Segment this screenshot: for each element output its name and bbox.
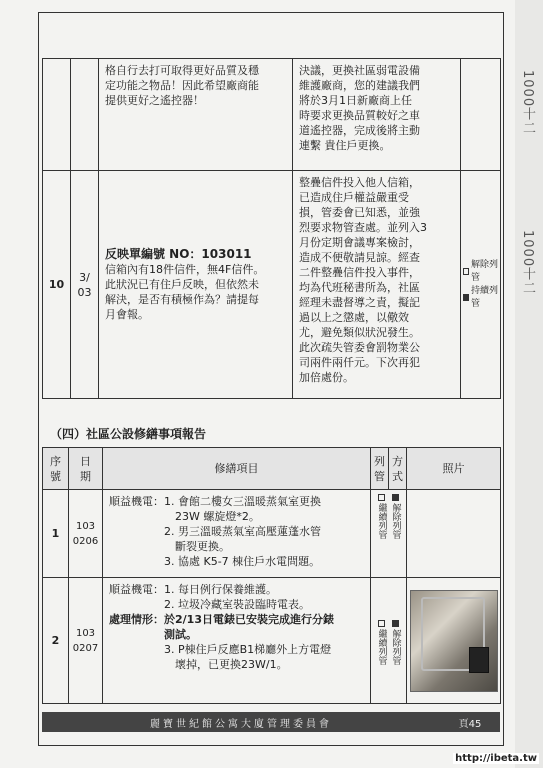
complaint-text: 信箱內有18件信件，無4F信件。 此狀況已有住戶反映，但依然未 解決，是否有積極作為？請提每 月會報。 — [105, 263, 265, 321]
complaint-row-10 — [43, 171, 501, 399]
status-options — [461, 171, 501, 399]
header-method: 方 式 — [389, 448, 407, 490]
complaint-content: 格自行去打可取得更好品質及穩 定功能之物品！因此希望廠商能 提供更好之遙控器！ — [99, 59, 293, 171]
complaint-table — [42, 58, 501, 399]
checkbox-filled-icon — [392, 620, 399, 627]
repair-content-top: 順益機電：1. 每日例行保養維護。 2. 垃圾冷藏室裝設臨時電表。 — [109, 583, 310, 611]
ticket-number: 反映單編號 NO：103011 — [105, 247, 252, 261]
repair-content — [103, 578, 371, 704]
status-options — [371, 578, 407, 704]
header-tracked: 列 管 — [371, 448, 389, 490]
date-day: 03 — [77, 285, 92, 299]
checkbox-empty-icon — [378, 494, 385, 501]
repair-row-2 — [43, 578, 501, 704]
row-seq: 1 — [43, 490, 69, 578]
page-footer — [42, 712, 500, 732]
section-title: （四）社區公設修繕事項報告 — [50, 427, 207, 441]
checkbox-filled-icon — [392, 494, 399, 501]
repair-content-bottom: 3. P棟住戶反應B1梯廳外上方電燈 壞掉，已更換23W/1。 — [163, 643, 332, 671]
option-continue[interactable]: 持續列管 — [463, 285, 500, 311]
row-date: 103 0206 — [69, 490, 103, 578]
watermark-link[interactable]: http://ibeta.tw — [455, 753, 537, 764]
row-seq: 2 — [43, 578, 69, 704]
row-date — [71, 171, 99, 399]
checkbox-empty-icon — [463, 268, 469, 275]
complaint-row-continued — [43, 59, 501, 171]
option-continue[interactable]: 繼續列管 — [377, 494, 387, 539]
complaint-response: 整疊信件投入他人信箱， 已造成住戶權益嚴重受 損，管委會已知悉，並強 烈要求物管查處。並列入3 月份定期會議專案檢討， 造成不便敬請見諒。經查 二件整疊信件投入事件， 均為代班秘書所為，社區 經理未盡督導之責，擬記 過以上之懲處，以儆效 尤，避免類似狀況發生。 此次疏失管委會罰物業公 司兩件兩仟元。下次再犯 加倍處份。 — [293, 171, 461, 399]
footer-organization: 麗寶世紀館公寓大廈管理委員會 — [150, 718, 332, 730]
header-seq: 序 號 — [43, 448, 69, 490]
repair-table — [42, 447, 501, 704]
status-options — [371, 490, 407, 578]
checkbox-empty-icon — [378, 620, 385, 627]
side-mark-bottom: 1000十二 — [520, 230, 535, 296]
binding-edge — [515, 0, 543, 768]
option-release[interactable]: 解除列管 — [463, 259, 500, 285]
header-photo: 照片 — [407, 448, 501, 490]
option-continue[interactable]: 繼續列管 — [377, 620, 387, 665]
page-number: 頁45 — [458, 718, 482, 730]
electric-meter-photo — [410, 590, 498, 692]
option-release[interactable]: 解除列管 — [391, 494, 401, 539]
complaint-response: 決議，更換社區弱電設備 維護廠商，您的建議我們 將於3月1日新廠商上任 時要求更換品質較好之車 道遙控器，完成後將主動 連繫 貴住戶更換。 — [293, 59, 461, 171]
meter-icon — [469, 647, 489, 673]
header-item: 修繕項目 — [103, 448, 371, 490]
header-date: 日 期 — [69, 448, 103, 490]
repair-content: 順益機電：1. 會館二樓女三溫暖蒸氣室更換 23W 螺旋燈*2。 2. 男三溫暖蒸氣室高壓蓮蓬水管 斷裂更換。 3. 協處 K5-7 棟住戶水電問題。 — [103, 490, 371, 578]
photo-cell — [407, 490, 501, 578]
side-mark-top: 1000十二 — [520, 70, 535, 136]
complaint-content — [99, 171, 293, 399]
checkbox-filled-icon — [463, 294, 469, 301]
date-month: 3/ — [79, 270, 90, 284]
row-date: 103 0207 — [69, 578, 103, 704]
repair-status-note: 處理情形：於2/13日電錶已安裝完成進行分錶 測試。 — [109, 613, 334, 641]
photo-cell — [407, 578, 501, 704]
repair-header — [43, 448, 501, 490]
repair-row-1 — [43, 490, 501, 578]
row-number: 10 — [43, 171, 71, 399]
option-release[interactable]: 解除列管 — [391, 620, 401, 665]
